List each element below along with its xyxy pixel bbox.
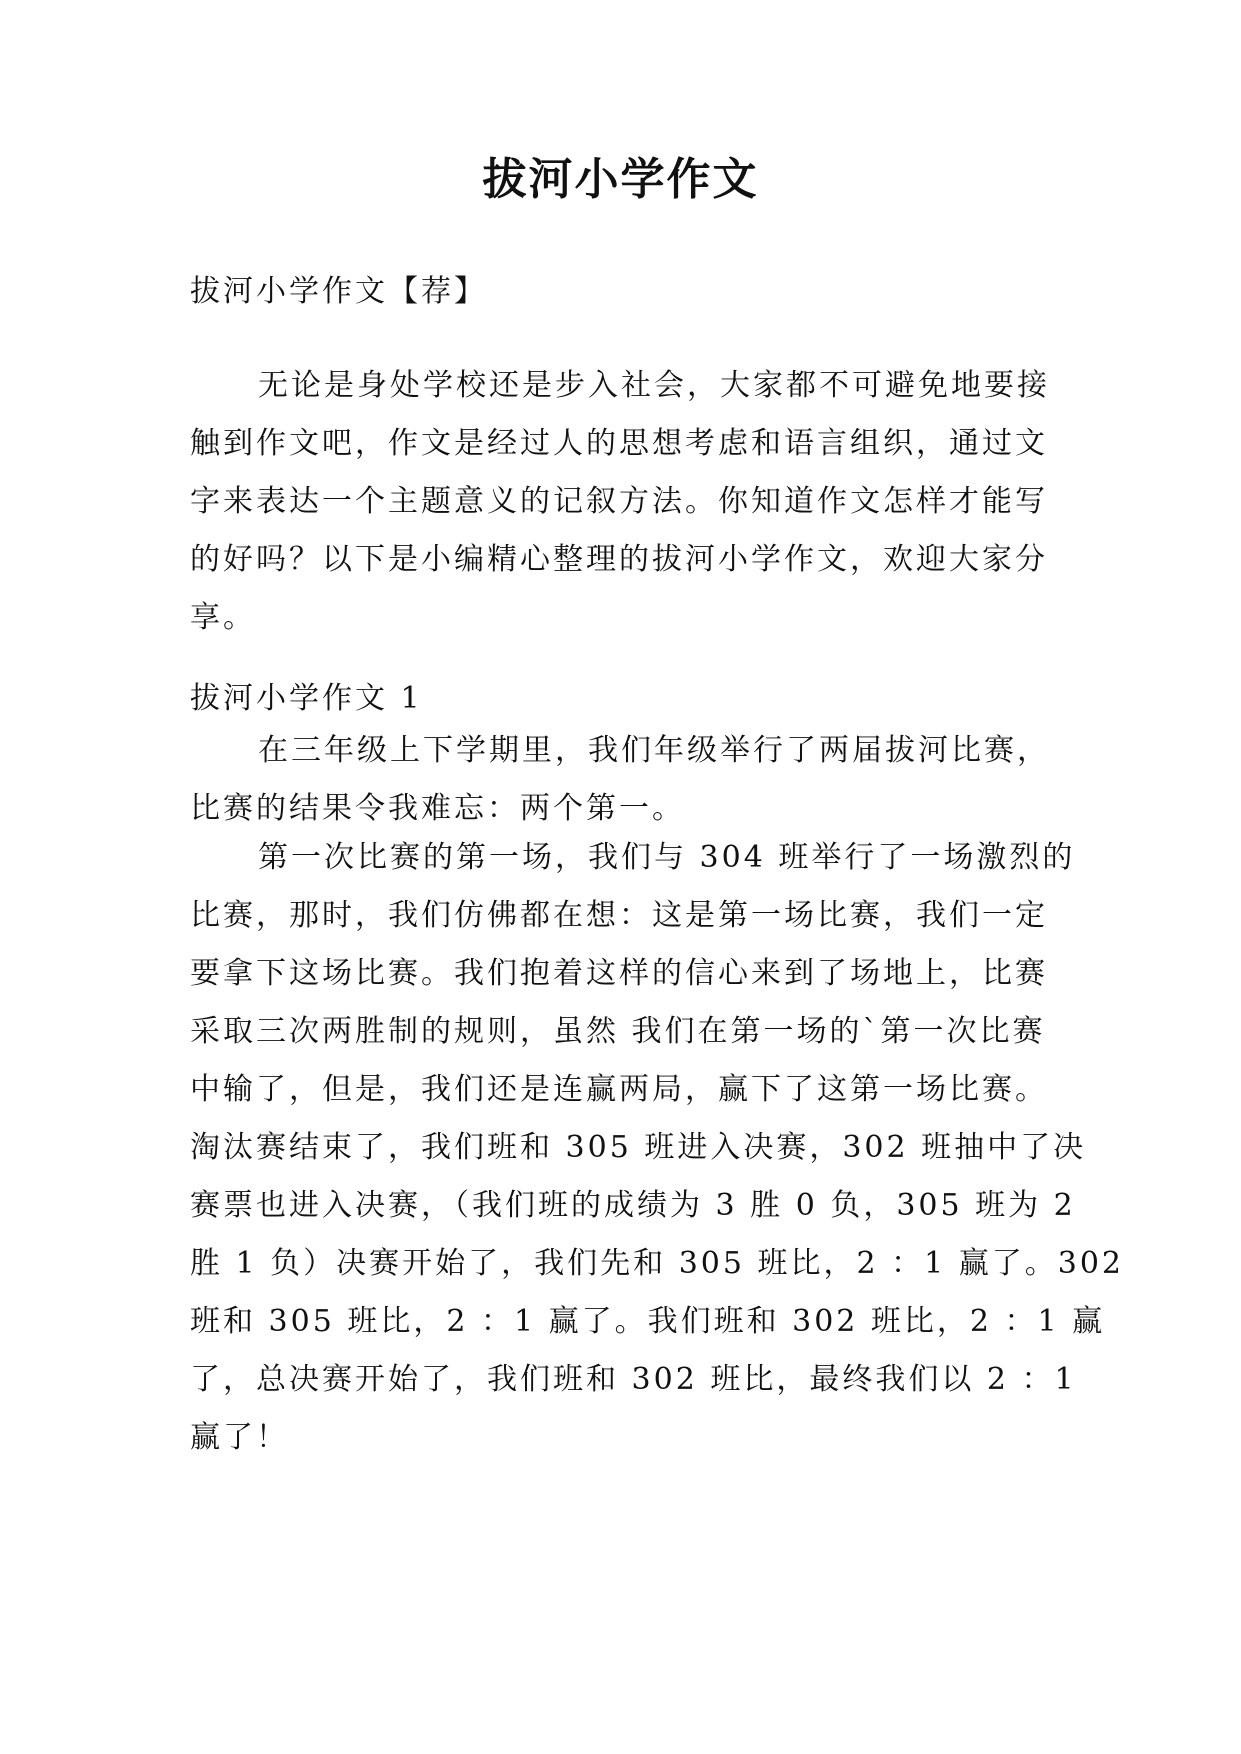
document-subtitle: 拔河小学作文【荐】 — [190, 274, 487, 309]
paragraph-line: 比赛，那时，我们仿佛都在想：这是第一场比赛，我们一定 — [190, 898, 1048, 933]
intro-line: 字来表达一个主题意义的记叙方法。你知道作文怎样才能写 — [190, 484, 1048, 519]
document-title: 拔河小学作文 — [482, 154, 759, 205]
paragraph-line: 了，总决赛开始了，我们班和 302 班比，最终我们以 2 ：1 — [190, 1362, 1077, 1397]
intro-line: 享。 — [190, 600, 256, 635]
paragraph-line: 采取三次两胜制的规则，虽然 我们在第一场的`第一次比赛 — [190, 1014, 1046, 1049]
paragraph-line: 中输了，但是，我们还是连赢两局，赢下了这第一场比赛。 — [190, 1072, 1048, 1107]
paragraph-line: 班和 305 班比，2 ：1 赢了。我们班和 302 班比，2 ：1 赢 — [190, 1304, 1106, 1339]
intro-line: 无论是身处学校还是步入社会，大家都不可避免地要接 — [258, 368, 1050, 403]
section-heading: 拔河小学作文 1 — [190, 681, 423, 716]
paragraph-line: 在三年级上下学期里，我们年级举行了两届拔河比赛， — [258, 733, 1050, 768]
essay-paragraph-2 — [190, 829, 1124, 1467]
intro-line: 触到作文吧，作文是经过人的思想考虑和语言组织，通过文 — [190, 426, 1048, 461]
paragraph-line: 淘汰赛结束了，我们班和 305 班进入决赛，302 班抽中了决 — [190, 1130, 1087, 1165]
paragraph-line: 要拿下这场比赛。我们抱着这样的信心来到了场地上，比赛 — [190, 956, 1048, 991]
paragraph-line: 胜 1 负）决赛开始了，我们先和 305 班比，2 ：1 赢了。302 — [190, 1246, 1124, 1281]
paragraph-line: 赛票也进入决赛，（我们班的成绩为 3 胜 0 负，305 班为 2 — [190, 1188, 1076, 1223]
intro-line: 的好吗？以下是小编精心整理的拔河小学作文，欢迎大家分 — [190, 542, 1048, 577]
essay-paragraph-1 — [190, 722, 1060, 838]
intro-paragraph — [190, 357, 1060, 647]
paragraph-line: 比赛的结果令我难忘：两个第一。 — [190, 791, 685, 826]
paragraph-line: 第一次比赛的第一场，我们与 304 班举行了一场激烈的 — [258, 840, 1076, 875]
paragraph-line: 赢了！ — [190, 1420, 289, 1455]
